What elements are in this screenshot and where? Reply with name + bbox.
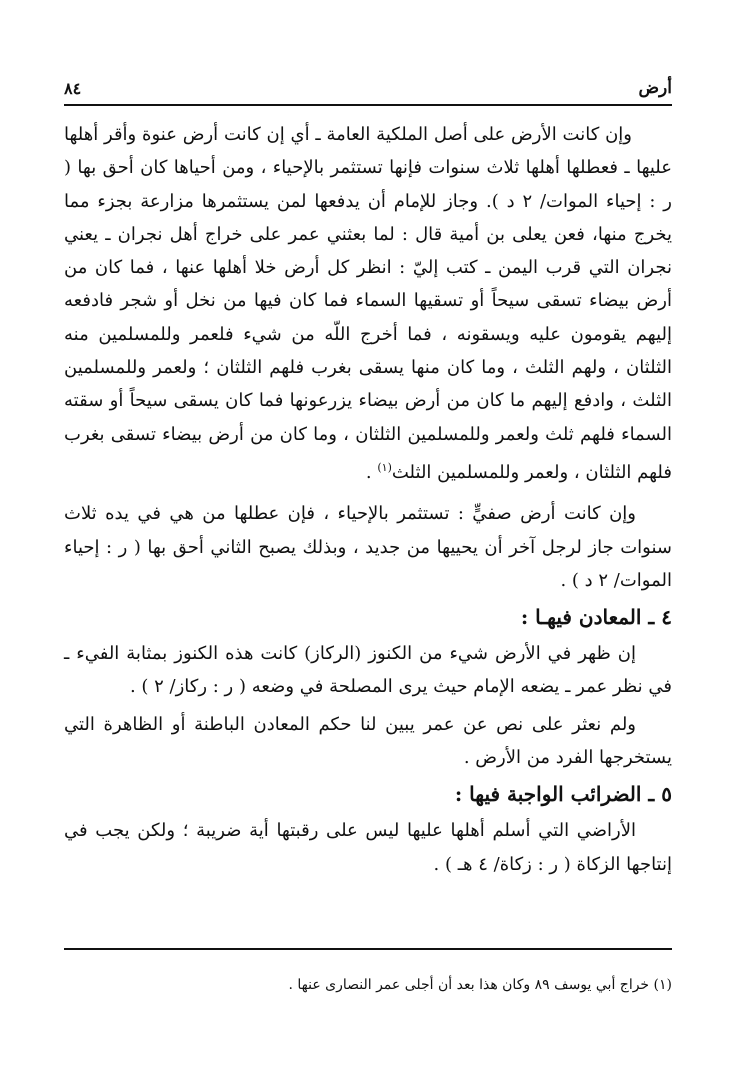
section-heading-5: ٥ ـ الضرائب الواجبة فيها : <box>454 782 672 807</box>
section-heading-4: ٤ ـ المعادن فيهـا : <box>520 605 672 630</box>
header-rule <box>64 104 672 106</box>
paragraph-1-text: وإن كانت الأرض على أصل الملكية العامة ـ أي إن كانت أرض عنوة وأقر أهلها عليها ـ فعطلها أهلها ثلاث سنوات فإنها تستثمر بالإحياء ، ومن أحياها كان أحق بها ( ر : إحياء الموات/ ٢ د ). وجاز للإمام أن يدفعها لمن يستثمرها مزارعة بجزء مما يخرج منها، فعن يعلى بن أمية قال : لما بعثني عمر على خراج أهل نجران ـ يعني نجران التي قرب اليمن ـ كتب إليّ : انظر كل أرض خلا أهلها عنها ، فما كان من أرض بيضاء تسقى سيحاً أو تسقيها السماء فما كان فيها من نخل أو شجر فادفعه إليهم يقومون عليه ويسقونه ، فما أخرج اللّه من شيء فلعمر وللمسلمين منه الثلثان ، ولهم الثلث ، وما كان منها يسقى بغرب فلهم الثلثان ؛ ولعمر وللمسلمين الثلث ، وادفع إليهم ما كان من أرض بيضاء يزرعونها فما كان يسقى سيحاً أو سقته السماء فلهم ثلث ولعمر وللمسلمين الثلثان ، وما كان من أرض بيضاء تسقى بغرب فلهم الثلثان ، ولعمر وللمسلمين الثلث <box>64 124 672 483</box>
spacer <box>64 489 672 497</box>
page-body <box>64 118 672 881</box>
paragraph-5: الأراضي التي أسلم أهلها عليها ليس على رقبتها أية ضريبة ؛ ولكن يجب في إنتاجها الزكاة ( ر : زكاة/ ٤ هـ ) . <box>64 820 672 875</box>
running-title: أرض <box>638 78 672 98</box>
paragraph-3: إن ظهر في الأرض شيء من الكنوز (الركاز) كانت هذه الكنوز بمثابة الفيء ـ في نظر عمر ـ يضعه الإمام حيث يرى المصلحة في وضعه ( ر : ركاز/ ٢ ) . <box>64 643 672 698</box>
page-number: ٨٤ <box>64 79 82 98</box>
paragraph-2: وإن كانت أرض صفيٍّ : تستثمر بالإحياء ، فإن عطلها من هي في يده ثلاث سنوات جاز لرجل آخر أن يحييها من جديد ، وبذلك يصبح الثاني أحق بها ( ر : إحياء الموات/ ٢ د ) . <box>64 503 672 591</box>
footnote-ref: (١) <box>377 460 392 474</box>
paragraph-1 <box>64 118 672 489</box>
footnote: (١) خراج أبي يوسف ٨٩ وكان هذا بعد أن أجلى عمر النصارى عنها . <box>288 977 672 993</box>
footnote-rule <box>64 948 672 950</box>
paragraph-1-end: . <box>365 461 378 483</box>
paragraph-4: ولم نعثر على نص عن عمر يبين لنا حكم المعادن الباطنة أو الظاهرة التي يستخرجها الفرد من الأرض . <box>64 713 672 769</box>
page-header <box>64 72 672 98</box>
